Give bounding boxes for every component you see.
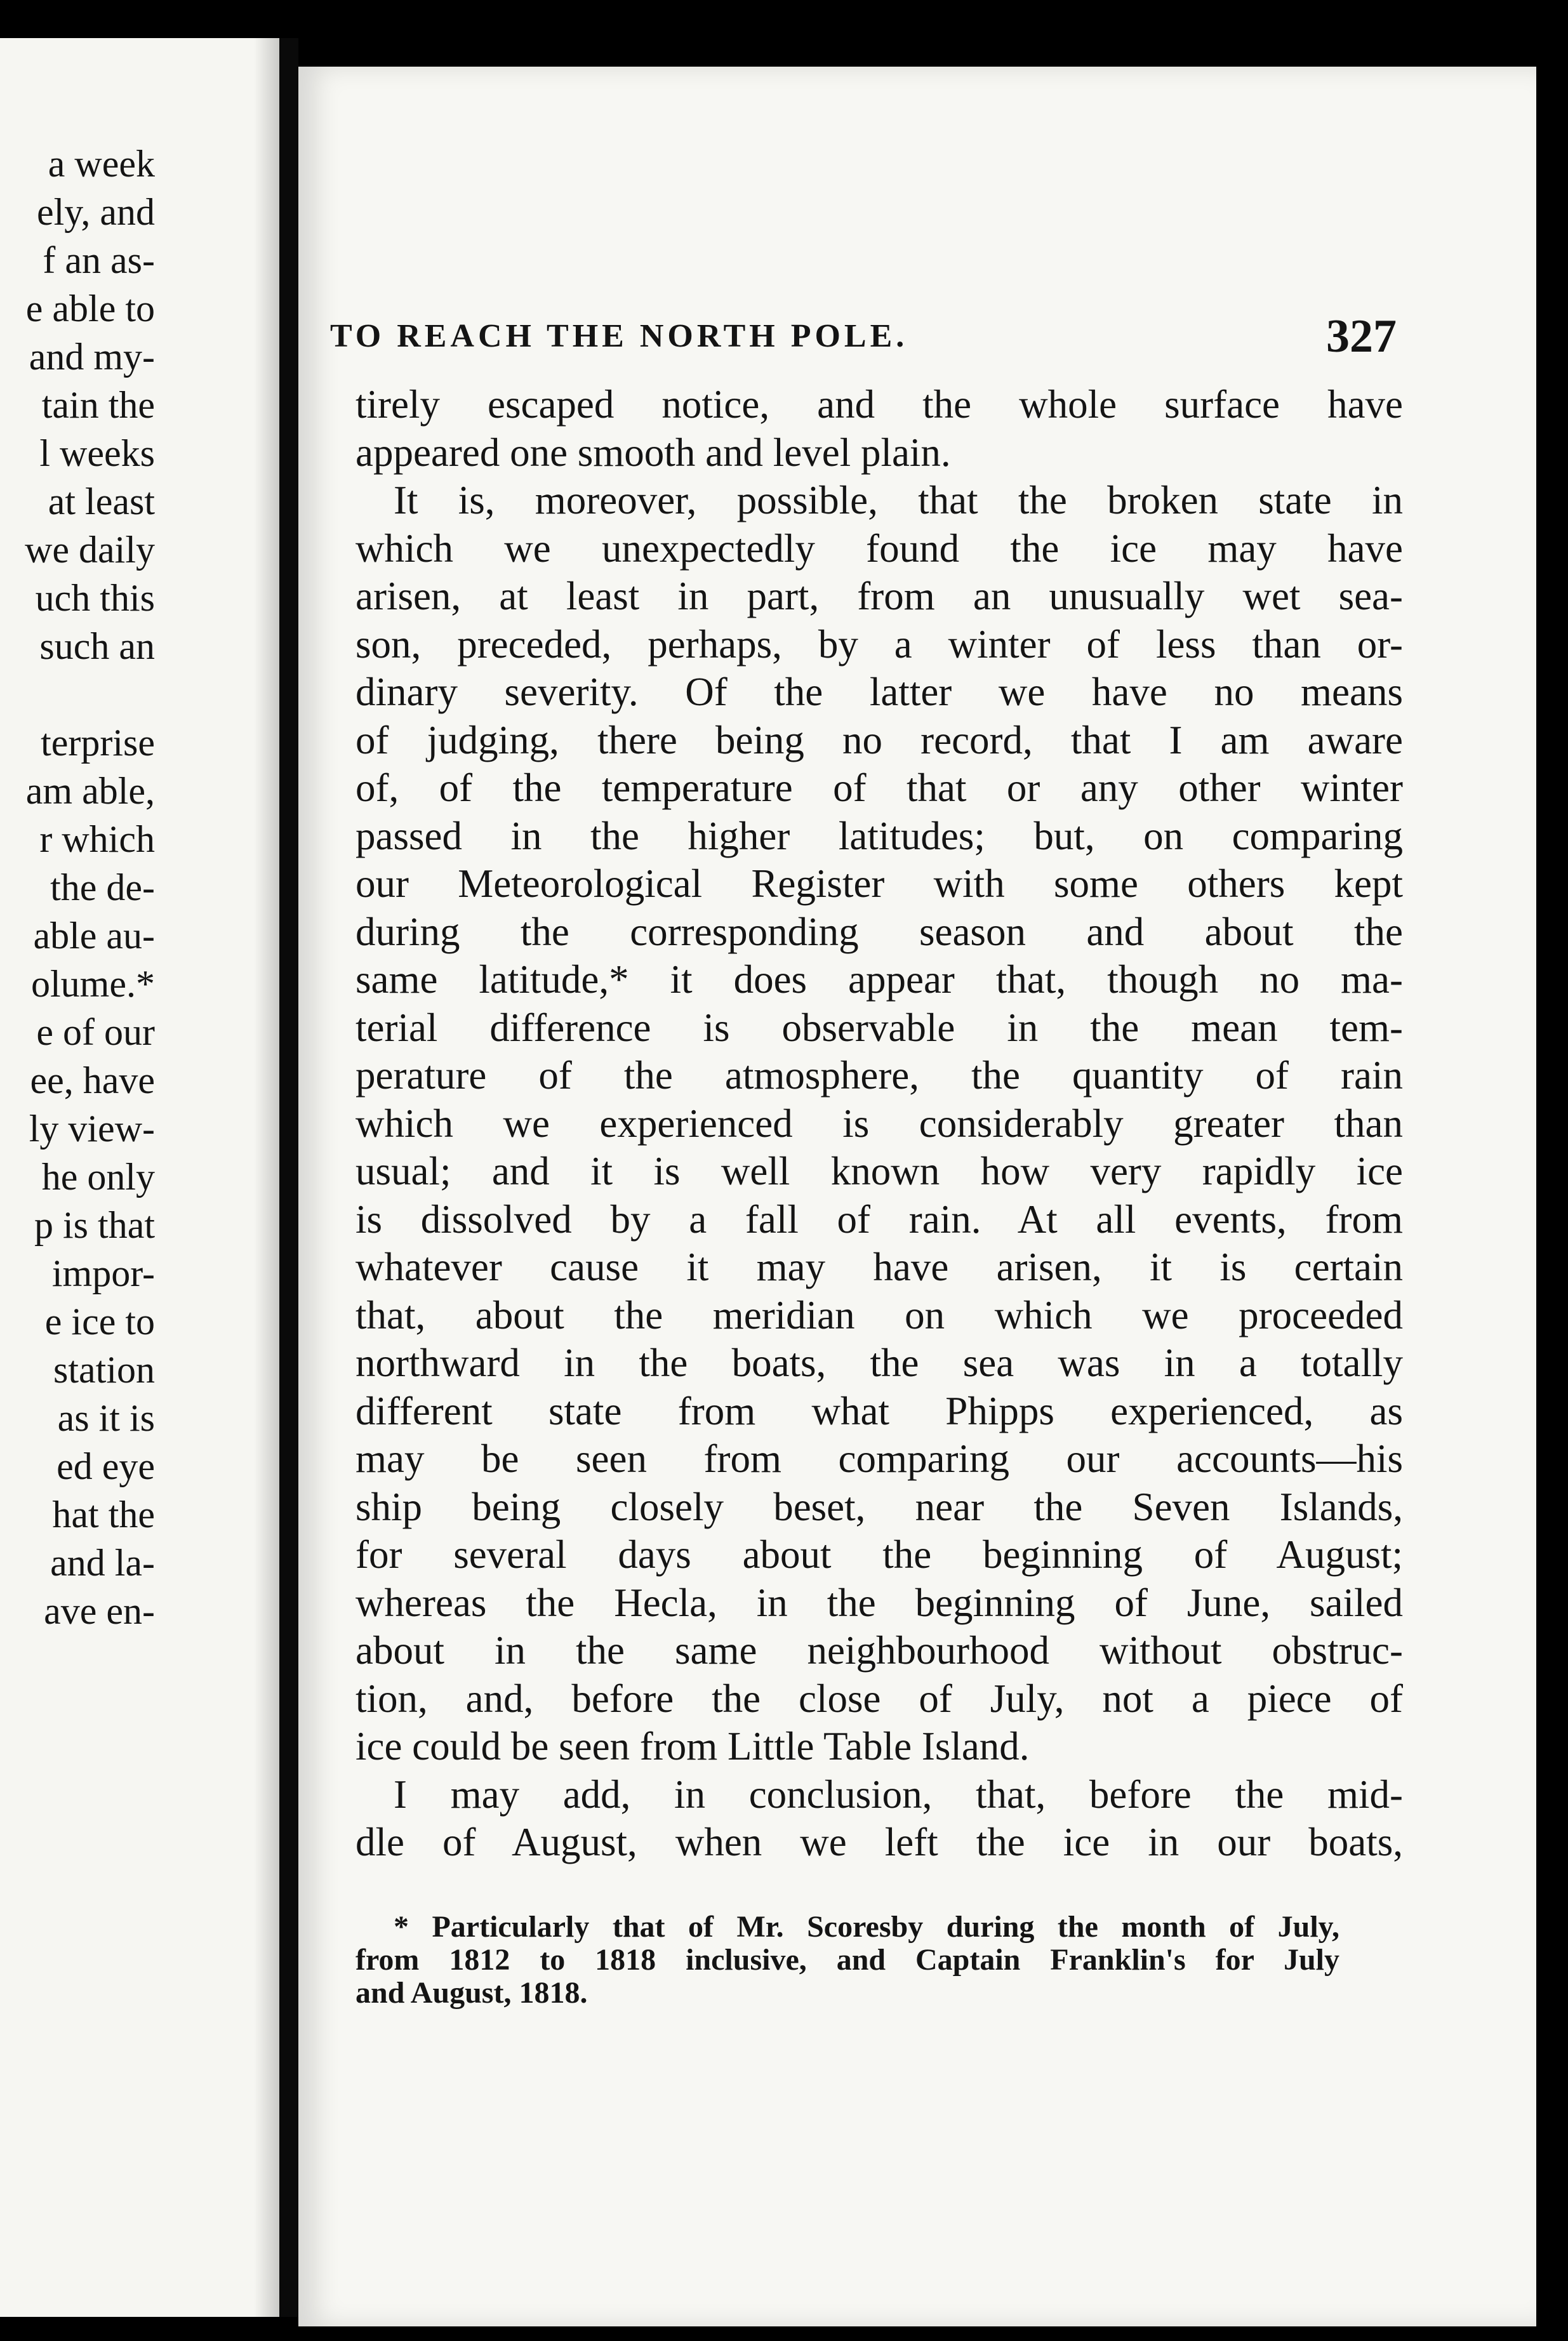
left-line: r which — [39, 818, 155, 860]
page-gutter-shadow — [254, 38, 279, 2317]
running-title: TO REACH THE NORTH POLE. — [330, 318, 908, 354]
page-number: 327 — [1326, 310, 1397, 362]
text-line: It is, moreover, possible, that the broken state in — [394, 478, 1403, 522]
text-line: ship being closely beset, near the Seven Islands, — [355, 1484, 1403, 1529]
left-line: able au- — [33, 915, 155, 957]
text-line: same latitude,* it does appear that, though no ma- — [355, 957, 1403, 1002]
left-line: hat the — [52, 1494, 155, 1535]
text-line: our Meteorological Register with some others kept — [355, 861, 1403, 906]
left-line: e ice to — [44, 1301, 155, 1343]
text-line: passed in the higher latitudes; but, on comparing — [355, 813, 1403, 858]
text-line: appeared one smooth and level plain. — [355, 430, 951, 475]
left-line: e of our — [36, 1011, 155, 1053]
left-line: as it is — [57, 1397, 155, 1439]
left-line: station — [53, 1349, 155, 1391]
left-line: olume.* — [31, 963, 155, 1005]
footnote-line: * Particularly that of Mr. Scoresby during the month of July, — [394, 1910, 1339, 1944]
text-line: dle of August, when we left the ice in our boats, — [355, 1820, 1403, 1864]
text-line: of judging, there being no record, that I am aware — [355, 717, 1403, 762]
text-line: different state from what Phipps experienced, as — [355, 1388, 1403, 1433]
left-line: l weeks — [39, 432, 155, 474]
body-text — [355, 381, 1403, 1867]
text-line: perature of the atmosphere, the quantity of rain — [355, 1053, 1403, 1098]
text-line: which we unexpectedly found the ice may have — [355, 526, 1403, 571]
text-line: is dissolved by a fall of rain. At all events, from — [355, 1197, 1403, 1242]
previous-page-fragment — [0, 38, 279, 2317]
text-line: whereas the Hecla, in the beginning of June, sailed — [355, 1580, 1403, 1625]
text-line: dinary severity. Of the latter we have no means — [355, 670, 1403, 714]
text-line: tirely escaped notice, and the whole surface have — [355, 382, 1403, 427]
left-line: such an — [39, 625, 155, 667]
text-line: of, of the temperature of that or any other winter — [355, 766, 1403, 810]
text-line: northward in the boats, the sea was in a totally — [355, 1341, 1403, 1385]
running-head — [330, 248, 1447, 362]
left-line: a week — [48, 143, 155, 185]
footnote-line: and August, 1818. — [355, 1976, 588, 2010]
left-line: e able to — [25, 288, 155, 329]
text-line: for several days about the beginning of August; — [355, 1532, 1403, 1577]
text-line: usual; and it is well known how very rapidly ice — [355, 1149, 1403, 1193]
left-line: tain the — [41, 384, 155, 426]
left-line: terprise — [41, 722, 155, 764]
left-line: ly view- — [29, 1108, 155, 1150]
left-line: p is that — [34, 1204, 155, 1246]
left-line: we daily — [25, 529, 155, 571]
footnote — [355, 1911, 1339, 2010]
text-line: I may add, in conclusion, that, before the mid- — [394, 1772, 1403, 1817]
text-line: which we experienced is considerably greater than — [355, 1101, 1403, 1146]
left-line: at least — [48, 481, 155, 522]
left-line: ave en- — [44, 1590, 155, 1632]
text-line: ice could be seen from Little Table Island. — [355, 1724, 1030, 1768]
left-line: the de- — [50, 866, 155, 908]
text-line: tion, and, before the close of July, not a piece of — [355, 1676, 1403, 1721]
text-line: may be seen from comparing our accounts—his — [355, 1436, 1403, 1481]
text-line: terial difference is observable in the mean tem- — [355, 1005, 1403, 1050]
left-line: and la- — [50, 1542, 155, 1584]
left-line: he only — [41, 1156, 155, 1198]
left-line: and my- — [29, 336, 155, 378]
left-line: ee, have — [30, 1059, 155, 1101]
left-line: impor- — [51, 1252, 155, 1294]
book-gutter — [279, 38, 298, 2317]
left-line: ely, and — [36, 191, 155, 233]
left-line: ed eye — [56, 1445, 155, 1487]
text-line: during the corresponding season and about the — [355, 909, 1403, 954]
text-line: whatever cause it may have arisen, it is certain — [355, 1245, 1403, 1289]
left-line: f an as- — [43, 239, 155, 281]
text-line: arisen, at least in part, from an unusually wet sea- — [355, 574, 1403, 618]
text-line: son, preceded, perhaps, by a winter of less than or- — [355, 621, 1403, 666]
text-line: that, about the meridian on which we proceeded — [355, 1292, 1403, 1337]
left-line: am able, — [25, 770, 155, 812]
text-line: about in the same neighbourhood without obstruc- — [355, 1628, 1403, 1673]
left-line: uch this — [35, 577, 155, 619]
footnote-line: from 1812 to 1818 inclusive, and Captain Franklin's for July — [355, 1943, 1339, 1977]
